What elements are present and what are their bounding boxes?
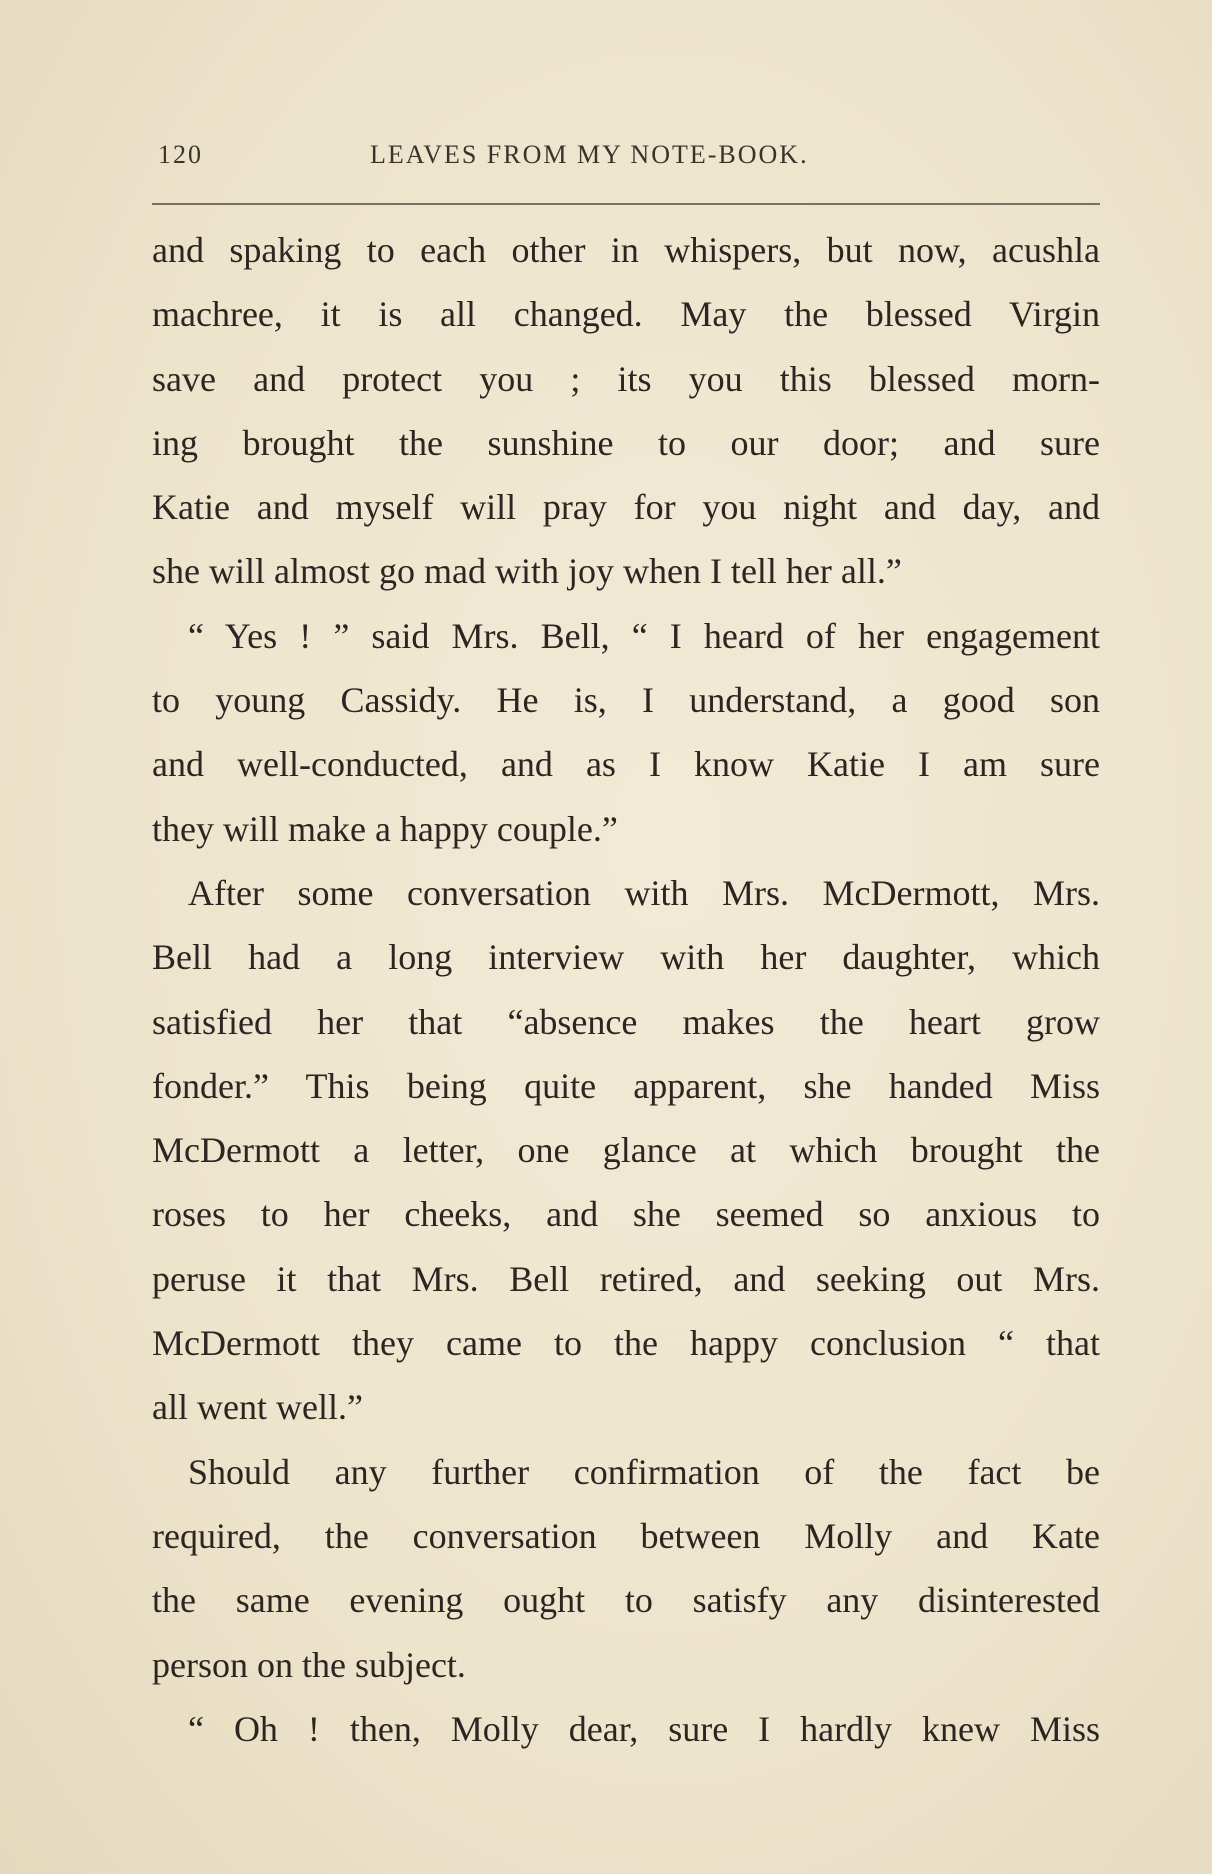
header-rule	[152, 203, 1100, 205]
text-line: Should any further confirmation of the fact be	[188, 1451, 1100, 1492]
text-line: and well-conducted, and as I know Katie I am sure	[152, 744, 1100, 785]
text-line: After some conversation with Mrs. McDermott, Mrs.	[188, 872, 1100, 913]
text-line: roses to her cheeks, and she seemed so anxious to	[152, 1194, 1100, 1235]
text-line: person on the subject.	[152, 1644, 466, 1685]
page-header	[158, 140, 1100, 180]
text-line: required, the conversation between Molly and Kate	[152, 1515, 1100, 1556]
text-line: to young Cassidy. He is, I understand, a good son	[152, 680, 1100, 721]
text-line: McDermott a letter, one glance at which brought the	[152, 1130, 1100, 1171]
text-line: fonder.” This being quite apparent, she handed Miss	[152, 1065, 1100, 1106]
text-line: “ Oh ! then, Molly dear, sure I hardly knew Miss	[188, 1708, 1100, 1749]
text-line: all went well.”	[152, 1387, 363, 1428]
text-line: she will almost go mad with joy when I tell her all.”	[152, 551, 902, 592]
text-line: McDermott they came to the happy conclusion “ that	[152, 1323, 1100, 1364]
page-number: 120	[158, 140, 203, 169]
text-line: satisfied her that “absence makes the heart grow	[152, 1001, 1100, 1042]
text-line: they will make a happy couple.”	[152, 808, 618, 849]
body-text	[152, 218, 1100, 1761]
text-line: and spaking to each other in whispers, but now, acushla	[152, 230, 1100, 270]
text-line: Katie and myself will pray for you night and day, and	[152, 487, 1100, 528]
text-line: the same evening ought to satisfy any disinterested	[152, 1580, 1100, 1621]
text-line: machree, it is all changed. May the blessed Virgin	[152, 294, 1100, 335]
text-line: save and protect you ; its you this blessed morn-	[152, 358, 1100, 399]
text-line: Bell had a long interview with her daughter, which	[152, 937, 1100, 978]
running-head: LEAVES FROM MY NOTE-BOOK.	[370, 140, 809, 169]
text-line: ing brought the sunshine to our door; and sure	[152, 422, 1100, 463]
text-line: peruse it that Mrs. Bell retired, and seeking out Mrs.	[152, 1258, 1100, 1299]
text-line: “ Yes ! ” said Mrs. Bell, “ I heard of her engagement	[188, 615, 1100, 656]
